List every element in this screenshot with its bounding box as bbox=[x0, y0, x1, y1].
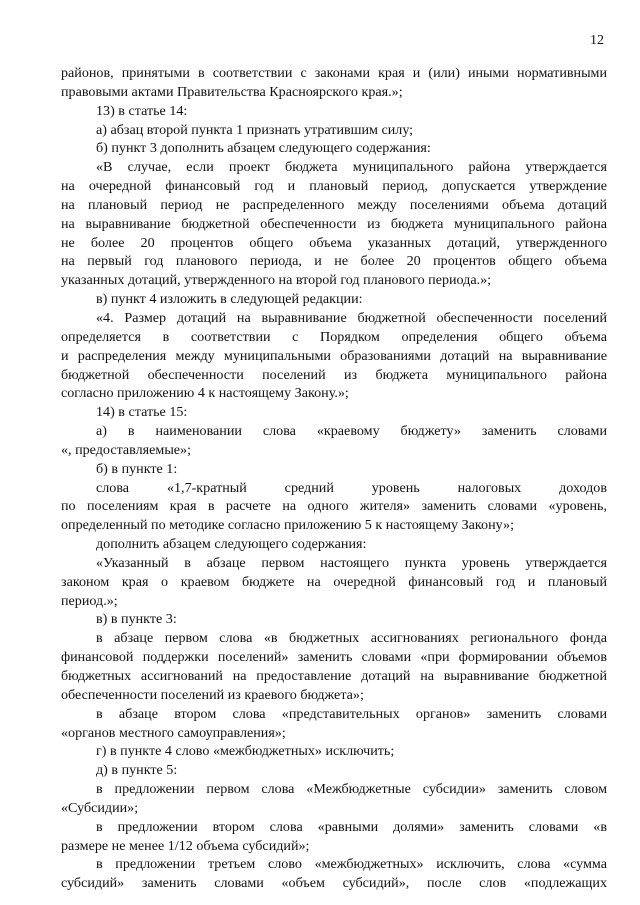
text-line: по поселениям края в расчете на одного жителя» заменить словами «уровень, bbox=[61, 498, 607, 515]
text-line: дополнить абзацем следующего содержания: bbox=[96, 536, 367, 553]
text-line: б) в пункте 1: bbox=[96, 460, 178, 477]
text-line: законом края о краевом бюджете на очередной финансовый год и плановый bbox=[61, 573, 607, 590]
text-line: субсидий» заменить словами «объем субсидий», после слов «подлежащих bbox=[61, 875, 607, 892]
text-line: районов, принятыми в соответствии с законами края и (или) иными нормативными bbox=[61, 65, 607, 81]
text-line: бюджетной обеспеченности поселений из бюджета муниципального района bbox=[61, 366, 607, 383]
text-line: определенный по методике согласно приложению 5 к настоящему Закону»; bbox=[61, 517, 514, 534]
text-line: «Субсидии»; bbox=[61, 799, 139, 816]
text-line: в) пункт 4 изложить в следующей редакции: bbox=[96, 291, 363, 308]
text-line: 13) в статье 14: bbox=[96, 102, 188, 119]
text-line: согласно приложению 4 к настоящему Закону.»; bbox=[61, 385, 349, 402]
text-line: период.»; bbox=[61, 592, 118, 609]
text-line: в предложении третьем слово «межбюджетных» исключить, слова «сумма bbox=[96, 856, 607, 873]
text-line: в абзаце втором слова «представительных органов» заменить словами bbox=[96, 705, 607, 722]
text-line: д) в пункте 5: bbox=[96, 762, 178, 779]
text-line: не более 20 процентов общего объема указанных дотаций, утвержденного bbox=[61, 234, 607, 251]
text-line: на плановый период не распределенного между поселениями объема дотаций bbox=[61, 196, 607, 213]
text-line: в предложении втором слова «равными долями» заменить словами «в bbox=[96, 818, 607, 835]
text-line: в абзаце первом слова «в бюджетных ассигнованиях регионального фонда bbox=[96, 630, 607, 647]
text-line: на очередной финансовый год и плановый период, допускается утверждение bbox=[61, 178, 607, 195]
text-line: финансовой поддержки поселений» заменить словами «при формировании объемов bbox=[61, 649, 607, 666]
text-line: г) в пункте 4 слово «межбюджетных» исключить; bbox=[96, 743, 395, 760]
text-line: обеспеченности поселений из краевого бюджета»; bbox=[61, 686, 364, 703]
page-number: 12 bbox=[590, 33, 604, 48]
text-line: б) пункт 3 дополнить абзацем следующего содержания: bbox=[96, 140, 431, 157]
text-line: «Указанный в абзаце первом настоящего пункта уровень утверждается bbox=[96, 554, 607, 571]
text-line: слова «1,7-кратный средний уровень налоговых доходов bbox=[96, 479, 607, 496]
text-line: в) в пункте 3: bbox=[96, 611, 177, 628]
text-line: и распределения между муниципальными образованиями дотаций на выравнивание bbox=[61, 347, 607, 364]
text-line: правовыми актами Правительства Красноярского края.»; bbox=[61, 83, 403, 100]
text-line: «В случае, если проект бюджета муниципального района утверждается bbox=[96, 159, 607, 176]
text-line: «органов местного самоуправления»; bbox=[61, 724, 286, 741]
text-line: а) в наименовании слова «краевому бюджету» заменить словами bbox=[96, 423, 607, 440]
text-line: на первый год планового периода, и не более 20 процентов общего объема bbox=[61, 253, 607, 270]
text-line: на выравнивание бюджетной обеспеченности из бюджета муниципального района bbox=[61, 215, 607, 232]
document-body bbox=[61, 64, 607, 893]
text-line: размере не менее 1/12 объема субсидий»; bbox=[61, 837, 310, 854]
text-line: «4. Размер дотаций на выравнивание бюджетной обеспеченности поселений bbox=[96, 309, 607, 326]
text-line: «, предоставляемые»; bbox=[61, 441, 192, 458]
text-line: бюджетных ассигнований на предоставление дотаций на выравнивание бюджетной bbox=[61, 668, 607, 684]
text-line: указанных дотаций, утвержденного на второй год планового периода.»; bbox=[61, 272, 492, 289]
text-line: определяется в соответствии с Порядком определения общего объема bbox=[61, 328, 607, 345]
text-line: 14) в статье 15: bbox=[96, 404, 188, 421]
text-line: а) абзац второй пункта 1 признать утратившим силу; bbox=[96, 121, 414, 138]
text-line: в предложении первом слова «Межбюджетные субсидии» заменить словом bbox=[96, 781, 607, 798]
